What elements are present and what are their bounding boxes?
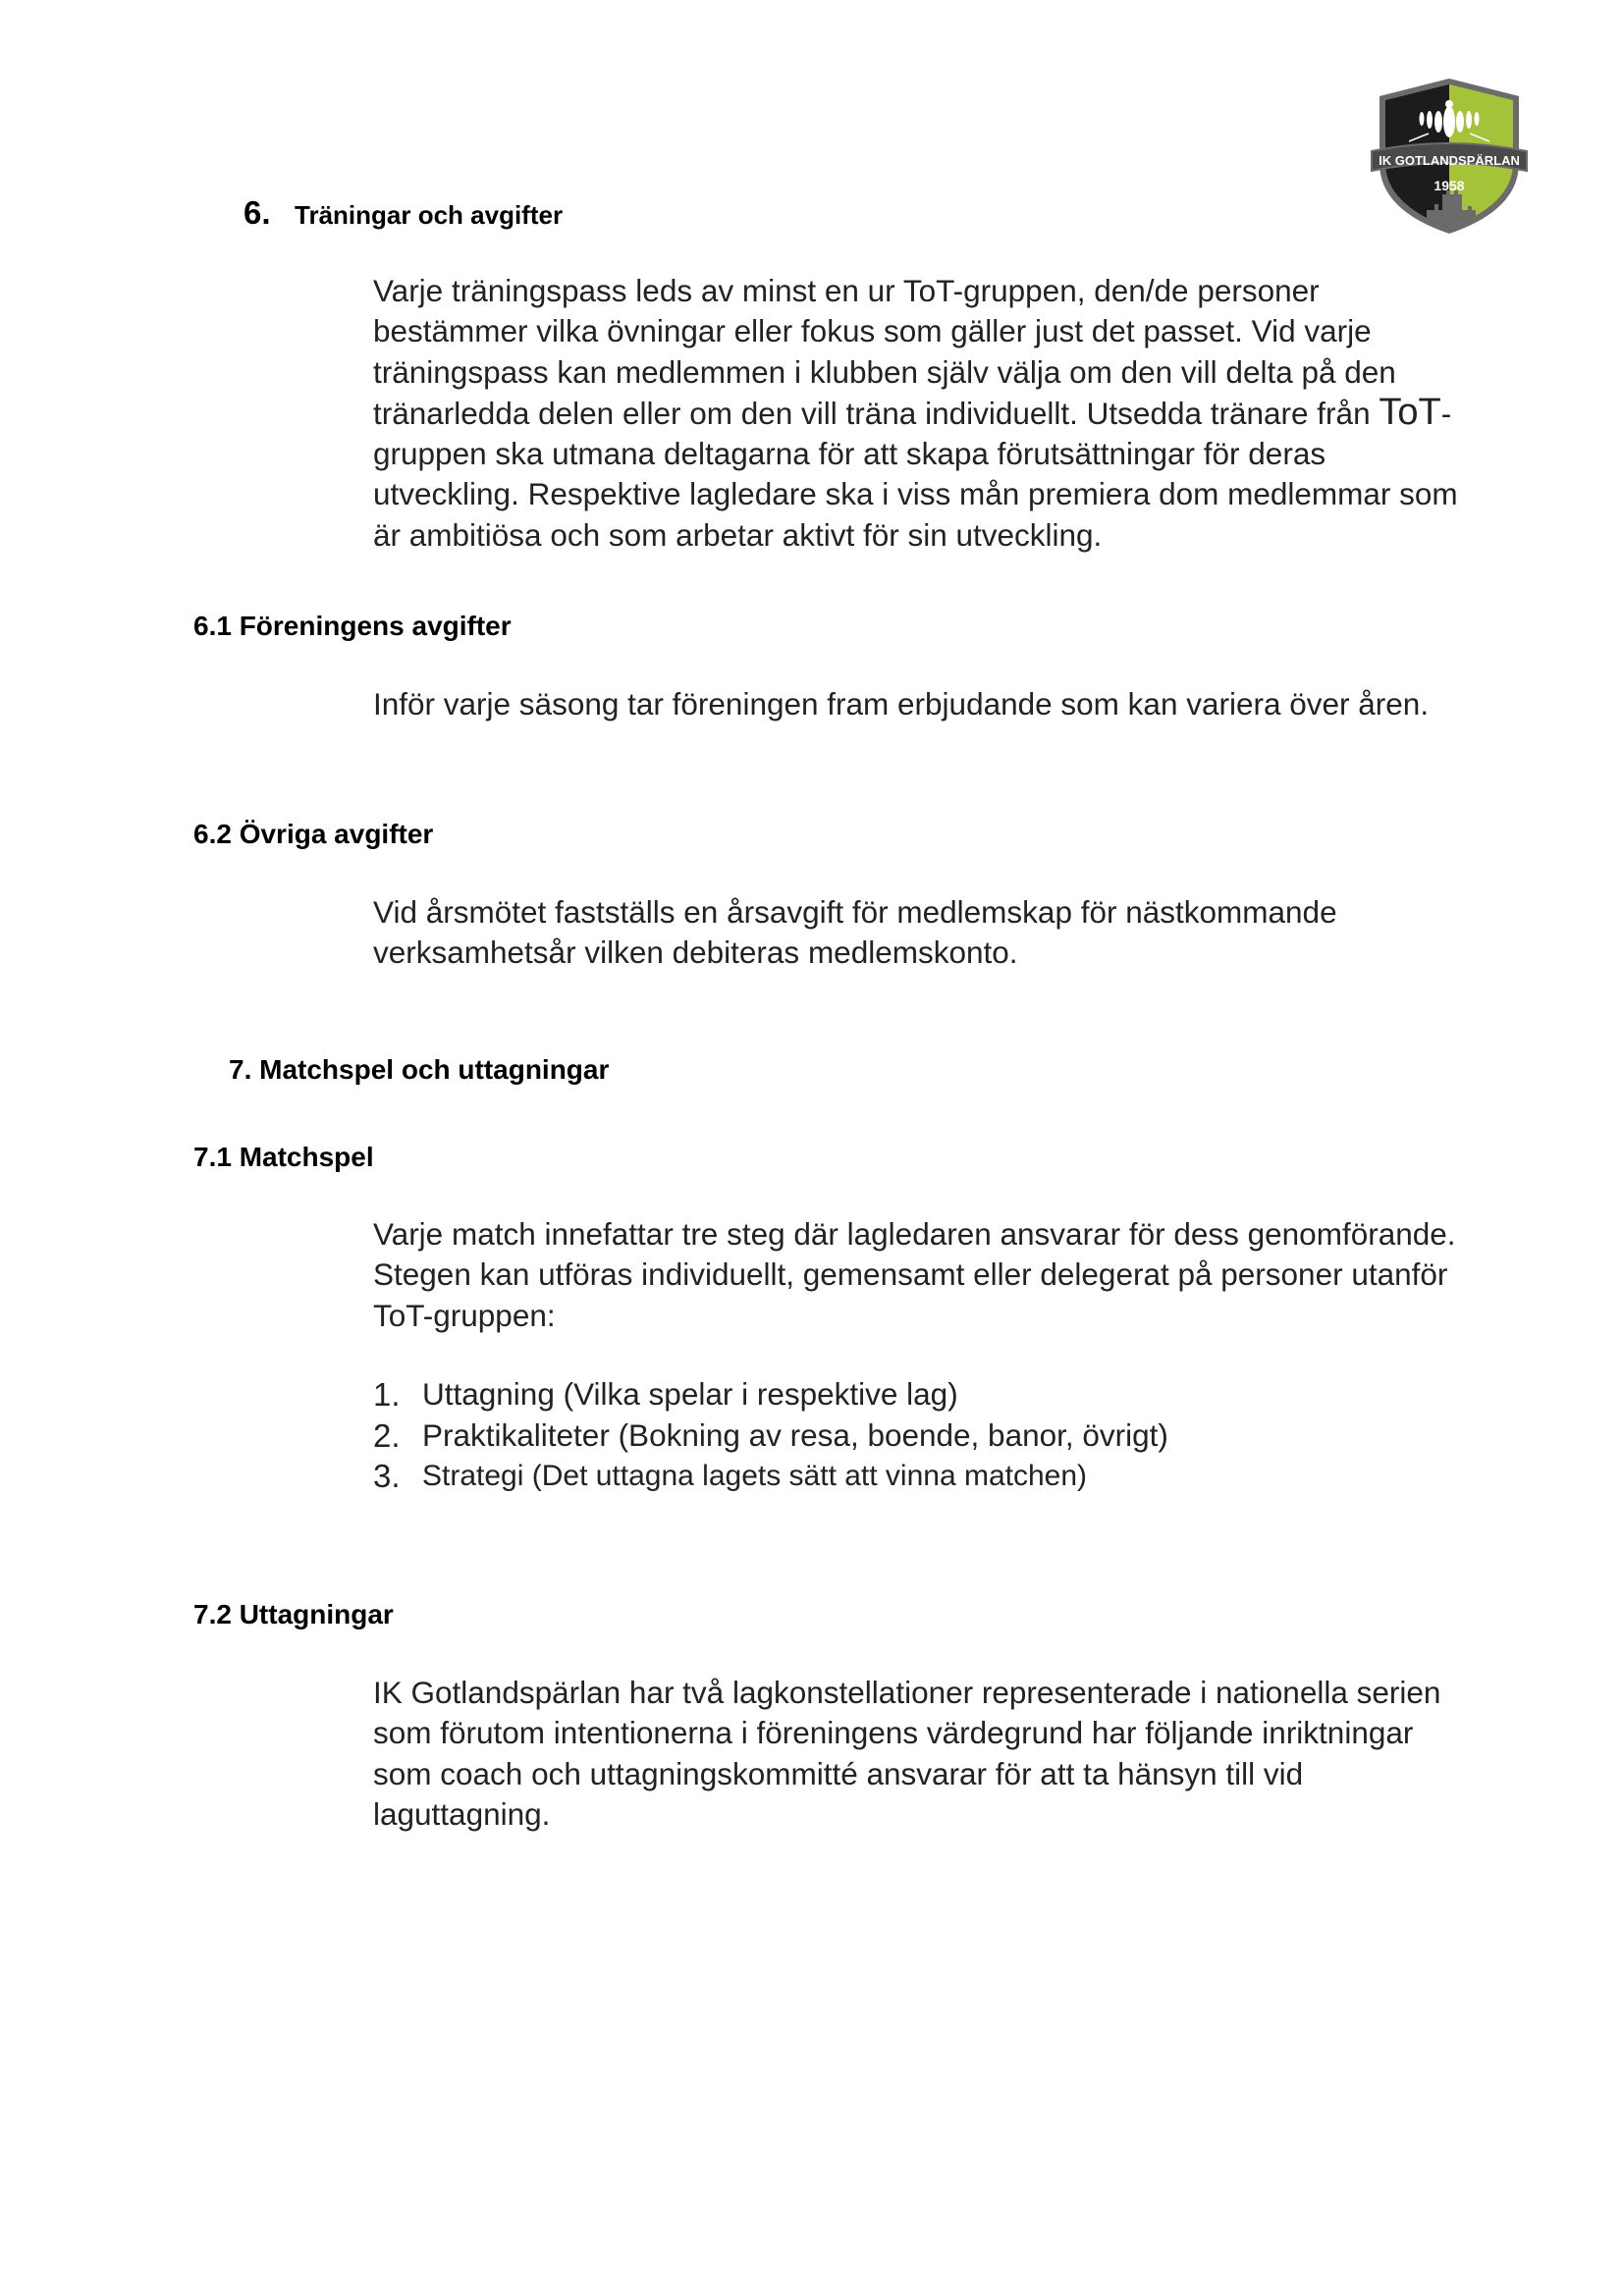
list-number: 1. (373, 1376, 401, 1413)
paragraph-text-large: ToT (1379, 391, 1441, 433)
match-steps-list (373, 1374, 1453, 1497)
list-number: 3. (373, 1458, 401, 1494)
section-6-1-heading: 6.1 Föreningens avgifter (193, 611, 512, 641)
section-title: Träningar och avgifter (295, 200, 564, 230)
list-item (373, 1415, 1453, 1457)
section-7-heading: 7. Matchspel och uttagningar (229, 1054, 610, 1085)
list-text: Praktikaliteter (Bokning av resa, boende, banor, övrigt) (422, 1416, 1168, 1453)
list-text: Strategi (Det uttagna lagets sätt att vinna matchen) (422, 1460, 1088, 1492)
section-6-paragraph (373, 271, 1463, 556)
list-number: 2. (373, 1416, 401, 1454)
section-7-2-paragraph: IK Gotlandspärlan har två lagkonstellationer representerade i nationella serien som förutom intentionerna i föreningens värdegrund har följande inriktningar som coach och uttagningskommitté ansvarar för att ta hänsyn till vid laguttagning. (373, 1675, 1441, 1832)
list-item (373, 1374, 1453, 1415)
section-7-1-heading: 7.1 Matchspel (193, 1142, 374, 1172)
section-7-1-paragraph: Varje match innefattar tre steg där lagledaren ansvarar för dess genomförande. Stegen kan utföras individuellt, gemensamt eller delegerat på personer utanför ToT-gruppen: (373, 1216, 1456, 1333)
logo-name: IK GOTLANDSPÄRLAN (1379, 153, 1520, 168)
list-text: Uttagning (Vilka spelar i respektive lag) (422, 1376, 958, 1412)
section-6-1-paragraph: Inför varje säsong tar föreningen fram erbjudande som kan variera över åren. (373, 686, 1430, 721)
logo-year: 1958 (1434, 178, 1465, 193)
section-number: 6. (243, 194, 271, 231)
shield-logo-icon (1370, 79, 1529, 234)
section-6-2-paragraph: Vid årsmötet fastställs en årsavgift för medlemskap för nästkommande verksamhetsår vilken debiteras medlemskonto. (373, 894, 1337, 971)
section-7-2-heading: 7.2 Uttagningar (193, 1599, 394, 1629)
list-item (373, 1456, 1453, 1497)
section-6-heading (243, 194, 563, 232)
club-logo (1370, 79, 1529, 234)
section-6-2-heading: 6.2 Övriga avgifter (193, 819, 434, 849)
paragraph-text: Varje träningspass leds av minst en ur ToT-gruppen, den/de personer bestämmer vilka övningar eller fokus som gäller just det passet. Vid varje träningspass kan medlemmen i klubben själv välja om den vill delta på den tränarledda delen eller om den vill träna individuellt. Utsedda tränare från (373, 273, 1396, 431)
paragraph-text: -gruppen ska utmana deltagarna för att skapa förutsättningar för deras utveckling. Respektive lagledare ska i viss mån premiera dom medlemmar som är ambitiösa och som arbetar aktivt för sin utveckling. (373, 395, 1458, 553)
